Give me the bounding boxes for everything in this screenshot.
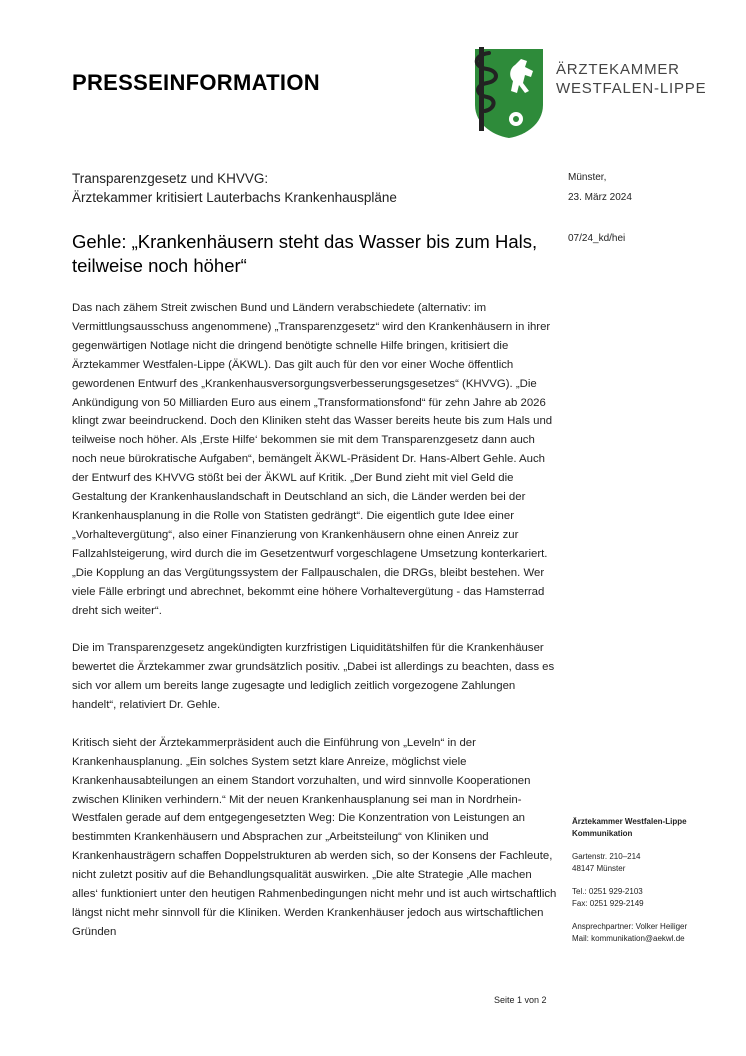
- meta-reference: 07/24_kd/hei: [568, 233, 626, 244]
- contact-block: [572, 816, 732, 956]
- contact-mail-link[interactable]: Mail: kommunikation@aekwl.de: [572, 933, 685, 943]
- contact-org-line1: Ärztekammer Westfalen-Lippe: [572, 817, 687, 826]
- subhead-line2: Ärztekammer kritisiert Lauterbachs Krankenhauspläne: [72, 190, 397, 205]
- aekwl-logo: [469, 47, 549, 139]
- logo-shield: [475, 49, 543, 138]
- headline: Gehle: „Krankenhäusern steht das Wasser bis zum Hals, teilweise noch höher“: [72, 231, 538, 276]
- paragraph: Das nach zähem Streit zwischen Bund und Ländern verabschiedete (alternativ: im Vermittlungsausschuss angenommene) „Transparenzgesetz“ wird den Krankenhäusern in ihrer gegenwärtigen Notlage nicht die dringend benötigte schnelle Hilfe bringen, kritisiert die Ärztekammer Westfalen-Lippe (ÄKWL). Das gilt auch für den vor einer Woche öffentlich gewordenen Entwurf des „Krankenhausversorgungsverbesserungsgesetzes“ (KHVVG). „Die Ankündigung von 50 Milliarden Euro aus einem „Transformationsfond“ für zehn Jahre ab 2026 klingt zwar beeindruckend. Doch den Kliniken steht das Wasser bereits heute bis zum Hals und teilweise noch höher. Als ‚Erste Hilfe‘ bekommen sie mit dem Transparenzgesetz dann auch noch neue bürokratische Aufgaben“, bemängelt ÄKWL-Präsident Dr. Hans-Albert Gehle. Auch der Entwurf des KHVVG stößt bei der ÄKWL auf Kritik. „Der Bund zieht mit viel Geld die Gestaltung der Krankenhauslandschaft in Deutschland an sich, die Länder werden bei der Krankenhausplanung in die Rolle von Statisten gedrängt“. Die eigentlich gute Idee einer „Vorhaltevergütung“, also einer Finanzierung von Krankenhäusern ohne einen Anreiz zur Fallzahlsteigerung, wird durch die im Gesetzentwurf vorgeschlagene Umsetzung konterkariert. „Die Kopplung an das Vergütungssystem der Fallpauschalen, die DRGs, bleibt bestehen. Wer viele Fälle erbringt und abrechnet, bekommt eine höhere Vorhaltevergütung - das Hamsterrad dreht sich weiter“.: [72, 302, 553, 617]
- org-name-line2: WESTFALEN-LIPPE: [556, 80, 707, 97]
- subhead-line1: Transparenzgesetz und KHVVG:: [72, 171, 269, 186]
- page-number: Seite 1 von 2: [494, 995, 547, 1005]
- contact-phone-fax: [572, 886, 732, 909]
- contact-street: Gartenstr. 210–214: [572, 852, 641, 861]
- paragraph: Die im Transparenzgesetz angekündigten kurzfristigen Liquiditätshilfen für die Krankenhäuser bewertet die Ärztekammer zwar grundsätzlich positiv. „Dabei ist allerdings zu beachten, dass es sich vor allem um bereits lange zugesagte und lediglich zeitlich vorgezogene Zahlungen handelt“, relativiert Dr. Gehle.: [72, 642, 555, 712]
- contact-phone: Tel.: 0251 929-2103: [572, 887, 643, 896]
- contact-address: [572, 851, 732, 874]
- article-body: [72, 299, 557, 961]
- contact-city: 48147 Münster: [572, 863, 626, 873]
- contact-person-mail: [572, 921, 732, 944]
- subheadline: [72, 169, 542, 207]
- contact-fax: Fax: 0251 929-2149: [572, 898, 644, 908]
- contact-person: Ansprechpartner: Volker Heiliger: [572, 922, 688, 931]
- press-title: PRESSEINFORMATION: [72, 70, 320, 95]
- organization-name: [556, 60, 706, 98]
- meta-city: Münster,: [568, 172, 607, 183]
- org-name-line1: ÄRZTEKAMMER: [556, 61, 680, 78]
- contact-organization: [572, 816, 732, 839]
- paragraph: Kritisch sieht der Ärztekammerpräsident auch die Einführung von „Leveln“ in der Krankenhausplanung. „Ein solches System setzt klare Anreize, möglichst viele Krankenhausabteilungen an einem Standort vorzuhalten, und wird sinnvolle Kooperationen zwischen Kliniken verhindern.“ Mit der neuen Krankenhausplanung sei man in Nordrhein-Westfalen gerade auf dem entgegengesetzten Weg: Die Konzentration von Leistungen an bestimmten Krankenhäusern und Absprachen zur „Arbeitsteilung“ von Kliniken und Krankenhausträgern schaffen Doppelstrukturen ab werden sich, so der Konsens der Fachleute, nicht zuletzt positiv auf die Behandlungsqualität auswirken. „Die alte Strategie ‚Alle machen alles‘ funktioniert unter den heutigen Rahmenbedingungen nicht mehr und ist auch wirtschaftlich längst nicht mehr sinnvoll für die Kliniken. Werden Krankenhäuser jedoch aus wirtschaftlichen Gründen: [72, 736, 557, 938]
- meta-date: 23. März 2024: [568, 192, 632, 203]
- contact-org-line2: Kommunikation: [572, 828, 633, 838]
